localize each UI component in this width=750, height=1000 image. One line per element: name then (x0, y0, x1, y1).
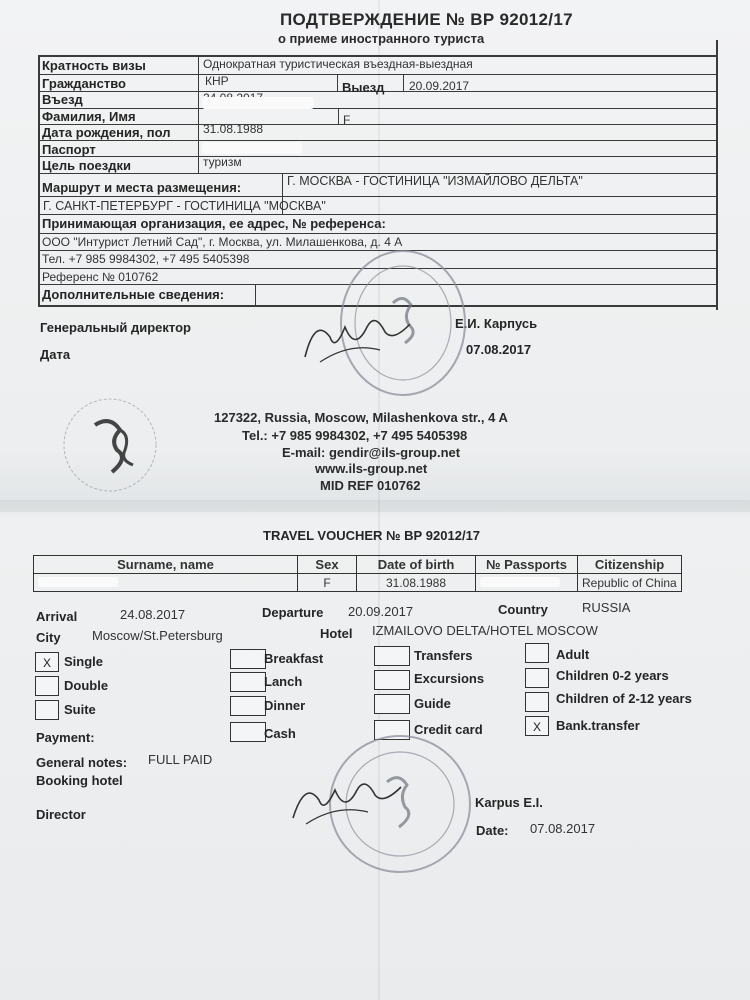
country-label: Country (498, 602, 548, 617)
single-check-mark: X (42, 656, 51, 670)
row-divider (38, 233, 716, 234)
citizenship-label: Гражданство (42, 76, 126, 91)
director-name-ru: Е.И. Карпусь (455, 316, 538, 331)
route-value-moscow: Г. МОСКВА - ГОСТИНИЦА "ИЗМАЙЛОВО ДЕЛЬТА" (287, 174, 583, 188)
row-divider (38, 140, 716, 141)
host-reference: Референс № 010762 (42, 270, 159, 284)
signature-ru (300, 312, 420, 372)
row-divider (38, 196, 716, 197)
cell-dob: 31.08.1988 (357, 574, 476, 592)
col-divider (282, 173, 283, 196)
city-label: City (36, 630, 61, 645)
arrival-label: Arrival (36, 609, 78, 624)
checkbox-excursions[interactable] (374, 670, 410, 690)
col-divider (198, 55, 199, 173)
route-label: Маршрут и места размещения: (42, 180, 242, 195)
company-mid-ref: MID REF 010762 (320, 478, 421, 493)
hotel-label: Hotel (320, 626, 353, 641)
checkbox-dinner[interactable] (230, 696, 266, 716)
director-label-en: Director (36, 807, 86, 822)
row-divider (38, 108, 716, 109)
route-value-spb: Г. САНКТ-ПЕТЕРБУРГ - ГОСТИНИЦА "МОСКВА" (43, 199, 326, 213)
date-value-ru: 07.08.2017 (466, 342, 532, 357)
single-label: Single (64, 654, 104, 669)
voucher-title: TRAVEL VOUCHER № ВР 92012/17 (263, 528, 481, 543)
company-website[interactable]: www.ils-group.net (315, 461, 428, 476)
cell-surname (34, 574, 298, 592)
purpose-value: туризм (203, 155, 242, 169)
dob-value: 31.08.1988 (203, 122, 264, 136)
extra-label: Дополнительные сведения: (42, 287, 225, 302)
checkbox-cash[interactable] (230, 722, 266, 742)
redacted-name (202, 97, 314, 109)
checkbox-adult[interactable] (525, 643, 549, 663)
bank-transfer-check-mark: X (532, 720, 541, 734)
cell-citizenship: Republic of China (578, 574, 682, 592)
cash-label: Cash (264, 726, 296, 741)
cell-sex: F (298, 574, 357, 592)
dob-label: Дата рождения, пол (42, 125, 171, 140)
exit-value: 20.09.2017 (409, 79, 470, 93)
checkbox-lanch[interactable] (230, 672, 266, 692)
company-email[interactable]: E-mail: gendir@ils-group.net (282, 445, 461, 460)
form-border-right (716, 40, 718, 310)
payment-label: Payment: (36, 730, 95, 745)
checkbox-suite[interactable] (35, 700, 59, 720)
suite-label: Suite (64, 702, 96, 717)
signature-en (288, 778, 408, 833)
visa-type-value: Однократная туристическая въездная-выездная (203, 57, 473, 71)
redacted-passport (202, 142, 302, 154)
confirmation-title: ПОДТВЕРЖДЕНИЕ № ВР 92012/17 (280, 10, 573, 29)
date-label-en: Date: (476, 823, 509, 838)
redacted-surname (38, 577, 118, 587)
company-logo (50, 395, 170, 495)
general-notes-value: FULL PAID (148, 752, 213, 767)
checkbox-breakfast[interactable] (230, 649, 266, 669)
name-label: Фамилия, Имя (42, 109, 136, 124)
row-divider (38, 74, 716, 75)
visa-type-label: Кратность визы (42, 58, 146, 73)
country-value: RUSSIA (582, 600, 631, 615)
company-phone: Tel.: +7 985 9984302, +7 495 5405398 (242, 428, 468, 443)
col-divider (337, 74, 338, 91)
exit-label: Выезд (342, 80, 385, 95)
children-2-12-label: Children of 2-12 years (556, 691, 692, 706)
general-notes-label: General notes: (36, 755, 128, 770)
paper-fold (0, 500, 750, 512)
purpose-label: Цель поездки (42, 158, 131, 173)
col-passport: № Passports (476, 556, 578, 574)
col-surname: Surname, name (34, 556, 298, 574)
col-dob: Date of birth (357, 556, 476, 574)
date-value-en: 07.08.2017 (530, 821, 596, 836)
voucher-table (33, 555, 682, 592)
lanch-label: Lanch (264, 674, 303, 689)
guide-label: Guide (414, 696, 451, 711)
sex-value: F (343, 113, 351, 127)
row-divider (38, 156, 716, 157)
city-value: Moscow/St.Petersburg (92, 628, 223, 643)
row-divider (38, 214, 716, 215)
checkbox-children-0-2[interactable] (525, 668, 549, 688)
col-divider (255, 284, 256, 305)
entry-label: Въезд (42, 92, 83, 107)
excursions-label: Excursions (414, 671, 485, 686)
host-label: Принимающая организация, ее адрес, № референса: (42, 216, 386, 231)
departure-label: Departure (262, 605, 324, 620)
company-address: 127322, Russia, Moscow, Milashenkova str., 4 A (214, 410, 508, 425)
arrival-value: 24.08.2017 (120, 607, 186, 622)
departure-value: 20.09.2017 (348, 604, 414, 619)
col-citizenship: Citizenship (578, 556, 682, 574)
checkbox-transfers[interactable] (374, 646, 410, 666)
col-sex: Sex (298, 556, 357, 574)
citizenship-value: КНР (205, 74, 229, 88)
breakfast-label: Breakfast (264, 651, 324, 666)
checkbox-bank-transfer[interactable] (525, 716, 549, 736)
host-address: ООО "Интурист Летний Сад", г. Москва, ул. Милашенкова, д. 4 А (42, 235, 403, 249)
hotel-value: IZMAILOVO DELTA/HOTEL MOSCOW (372, 623, 598, 638)
transfers-label: Transfers (414, 648, 473, 663)
date-label-ru: Дата (40, 347, 71, 362)
bank-transfer-label: Bank.transfer (556, 718, 640, 733)
adult-label: Adult (556, 647, 590, 662)
host-phone: Тел. +7 985 9984302, +7 495 5405398 (42, 252, 250, 266)
double-label: Double (64, 678, 109, 693)
passport-label: Паспорт (42, 142, 96, 157)
children-0-2-label: Children 0-2 years (556, 668, 669, 683)
cell-passport (476, 574, 578, 592)
dinner-label: Dinner (264, 698, 306, 713)
col-divider (403, 74, 404, 91)
checkbox-guide[interactable] (374, 694, 410, 714)
credit-card-label: Credit card (414, 722, 483, 737)
checkbox-single[interactable] (35, 652, 59, 672)
checkbox-children-2-12[interactable] (525, 692, 549, 712)
director-name-en: Karpus E.I. (475, 795, 543, 810)
confirmation-subtitle: о приеме иностранного туриста (278, 31, 485, 46)
booking-hotel-label: Booking hotel (36, 773, 123, 788)
checkbox-double[interactable] (35, 676, 59, 696)
director-label-ru: Генеральный директор (40, 320, 191, 335)
redacted-passport-number (480, 577, 560, 587)
col-divider (338, 108, 339, 124)
